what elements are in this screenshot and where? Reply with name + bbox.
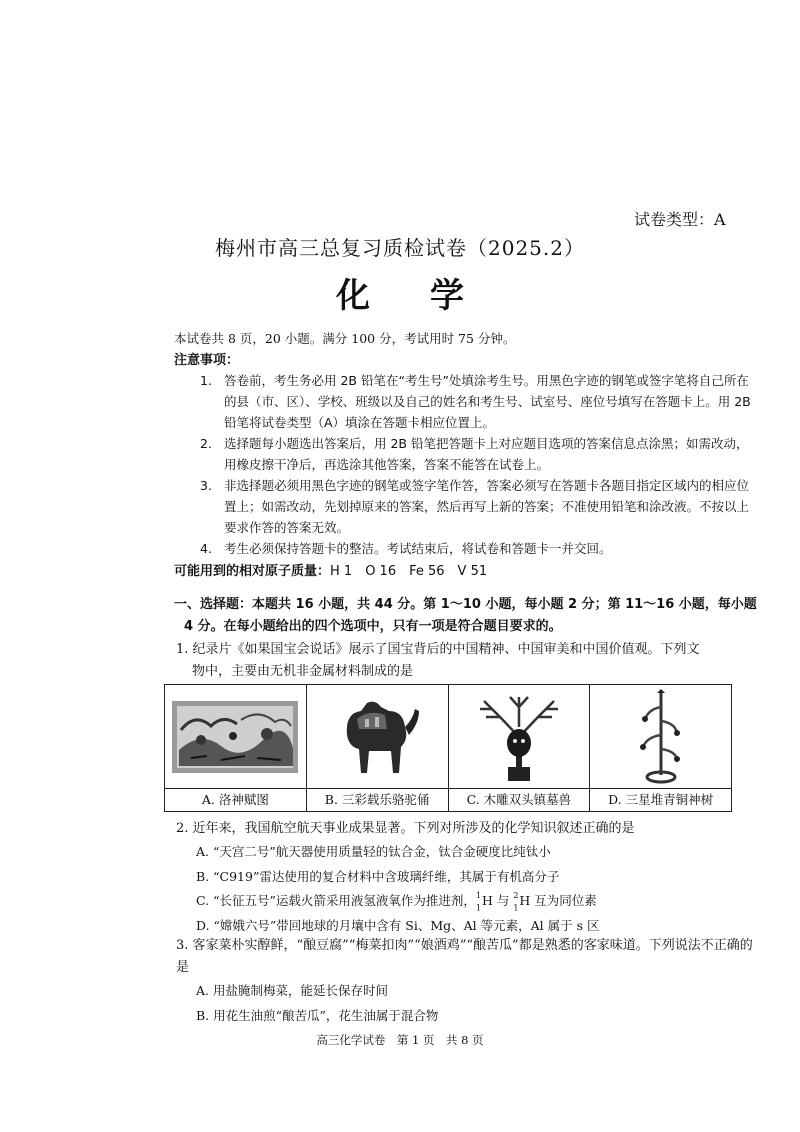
notice-item (200, 433, 760, 475)
question-2-options (196, 840, 600, 938)
notice-number: 3. (200, 478, 212, 493)
option-b-label: B. 三彩载乐骆驼俑 (307, 788, 448, 811)
question-2-stem: 2. 近年来，我国航空航天事业成果显著。下列对所涉及的化学知识叙述正确的是 (176, 821, 635, 836)
isotope-notation (476, 892, 481, 912)
tomb-beast-carving-icon (449, 685, 590, 789)
notice-text: 答卷前，考生务必用 2B 铅笔在“考生号”处填涂考生号。用黑色字迹的钢笔或签字笔将自己所在的县（市、区）、学校、班级以及自己的姓名和考生号、试室号、座位号填写在答题卡上。用 2B 铅笔将试卷类型（A）填涂在答题卡相应位置上。 (224, 373, 751, 430)
question-2-option-d: D. “嫦娥六号”带回地球的月壤中含有 Si、Mg、Al 等元素，Al 属于 s 区 (196, 917, 600, 933)
exam-title: 梅州市高三总复习质检试卷（2025.2） (215, 236, 585, 260)
notice-text: 考生必须保持答题卡的整洁。考试结束后，将试卷和答题卡一并交回。 (224, 541, 612, 556)
artifact-options-table (164, 684, 732, 812)
notice-number: 4. (200, 541, 212, 556)
notice-number: 1. (200, 373, 212, 388)
option-cell-a (165, 685, 307, 811)
notice-item (200, 475, 760, 538)
painting-scroll-icon (165, 685, 306, 789)
isotope-notation (513, 892, 518, 912)
option-cell-c (449, 685, 591, 811)
exam-intro: 本试卷共 8 页，20 小题。满分 100 分，考试用时 75 分钟。 (174, 331, 516, 346)
atomic-masses-label: 可能用到的相对原子质量： (174, 564, 331, 579)
notice-heading: 注意事项： (174, 353, 240, 368)
atomic-masses (174, 560, 487, 579)
question-3-options (196, 979, 438, 1028)
question-1-stem: 1. 纪录片《如果国宝会说话》展示了国宝背后的中国精神、中国审美和中国价值观。下列文 (176, 642, 700, 657)
notice-text: 选择题每小题选出答案后，用 2B 铅笔把答题卡上对应题目选项的答案信息点涂黑；如需改动，用橡皮擦干净后，再选涂其他答案，答案不能答在试卷上。 (224, 436, 749, 472)
question-1-stem-continued: 物中，主要由无机非金属材料制成的是 (192, 664, 414, 679)
camel-figurine-icon (307, 685, 448, 789)
page-footer: 高三化学试卷 第 1 页 共 8 页 (316, 1033, 484, 1047)
atomic-number: 1 (475, 903, 481, 913)
question-3-option-b: B. 用花生油煎“酿苦瓜”，花生油属于混合物 (196, 1007, 439, 1023)
section-one-title: 一、选择题：本题共 16 小题，共 44 分。第 1～10 小题，每小题 2 分；第 11～16 小题，每小题 4 分。在每小题给出的四个选项中，只有一项是符合题目要求的。 (174, 597, 757, 634)
mass-number: 2 (513, 890, 519, 900)
question-2-option-c-mid: H 与 (481, 893, 510, 908)
atomic-masses-values: H 1 O 16 Fe 56 V 51 (330, 564, 488, 579)
question-2-option-c-text: C. “长征五号”运载火箭采用液氢液氧作为推进剂， (196, 893, 476, 908)
option-a-label: A. 洛神赋图 (165, 788, 306, 811)
subject-title: 化学 (336, 276, 524, 316)
notice-list (200, 370, 760, 559)
notice-item (200, 538, 760, 559)
paper-type-label: 试卷类型：A (634, 210, 726, 229)
option-cell-b (307, 685, 449, 811)
question-2-option-c-end: H 互为同位素 (519, 893, 597, 908)
bronze-sacred-tree-icon (590, 685, 731, 789)
notice-item (200, 370, 760, 433)
question-2-option-b: B. “C919”雷达使用的复合材料中含玻璃纤维，其属于有机高分子 (196, 868, 560, 884)
question-2-option-a: A. “天宫二号”航天器使用质量轻的钛合金，钛合金硬度比纯钛小 (196, 844, 551, 859)
option-cell-d (590, 685, 731, 811)
question-3-stem: 3. 客家菜朴实醇鲜，“酿豆腐”“梅菜扣肉”“娘酒鸡”“酿苦瓜”都是熟悉的客家味道。下列说法不正确的是 (176, 938, 753, 975)
question-1 (176, 639, 756, 683)
atomic-number: 1 (513, 903, 519, 913)
question-2-option-c (196, 889, 600, 914)
notice-number: 2. (200, 436, 212, 451)
option-c-label: C. 木雕双头镇墓兽 (449, 788, 590, 811)
question-3-option-a: A. 用盐腌制梅菜，能延长保存时间 (196, 983, 388, 998)
option-d-label: D. 三星堆青铜神树 (590, 788, 731, 811)
mass-number: 1 (475, 890, 481, 900)
notice-text: 非选择题必须用黑色字迹的钢笔或签字笔作答，答案必须写在答题卡各题目指定区域内的相应位置上；如需改动，先划掉原来的答案，然后再写上新的答案；不准使用铅笔和涂改液。不按以上要求作答的答案无效。 (224, 478, 750, 535)
